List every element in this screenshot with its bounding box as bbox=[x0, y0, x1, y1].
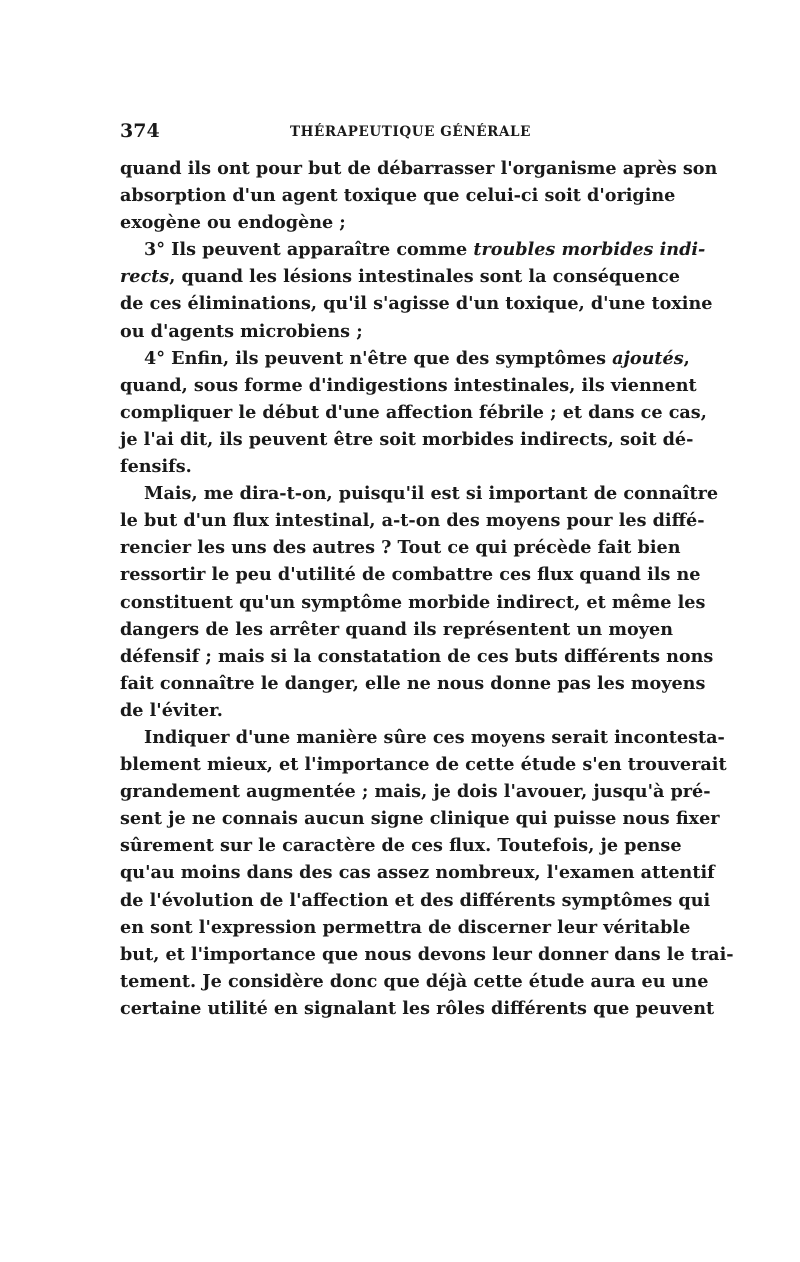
text-line: qu'au moins dans des cas assez nombreux, l'examen attentif bbox=[120, 862, 715, 884]
text-fragment: 3° Ils peuvent apparaître comme bbox=[144, 239, 474, 261]
text-line: je l'ai dit, ils peuvent être soit morbides indirects, soit dé- bbox=[120, 428, 694, 450]
paragraph-4 bbox=[120, 480, 719, 724]
text-line: en sont l'expression permettra de discerner leur véritable bbox=[120, 916, 691, 938]
text-line: grandement augmentée ; mais, je dois l'avouer, jusqu'à pré- bbox=[120, 781, 711, 803]
paragraph-2 bbox=[120, 236, 713, 344]
text-line: fensifs. bbox=[120, 456, 192, 478]
text-line: exogène ou endogène ; bbox=[120, 212, 346, 234]
text-line: ou d'agents microbiens ; bbox=[120, 320, 363, 342]
paragraph-5 bbox=[120, 724, 734, 1022]
text-line: de l'éviter. bbox=[120, 699, 223, 721]
text-line bbox=[120, 236, 706, 263]
page-header bbox=[120, 120, 673, 144]
paragraph-3 bbox=[120, 345, 707, 480]
text-line: certaine utilité en signalant les rôles différents que peuvent bbox=[120, 997, 715, 1019]
text-fragment: 4° Enfin, ils peuvent n'être que des symptômes bbox=[144, 347, 613, 369]
text-line: but, et l'importance que nous devons leur donner dans le trai- bbox=[120, 943, 734, 965]
text-line: de ces éliminations, qu'il s'agisse d'un toxique, d'une toxine bbox=[120, 293, 713, 315]
text-line: fait connaître le danger, elle ne nous donne pas les moyens bbox=[120, 672, 706, 694]
paragraph-1 bbox=[120, 155, 718, 236]
italic-term: ajoutés bbox=[612, 347, 684, 369]
page-number: 374 bbox=[120, 120, 160, 142]
text-line bbox=[120, 263, 680, 290]
text-line: blement mieux, et l'importance de cette étude s'en trouverait bbox=[120, 754, 727, 776]
text-line: défensif ; mais si la constatation de ces buts différents nons bbox=[120, 645, 714, 667]
text-line: compliquer le début d'une affection fébrile ; et dans ce cas, bbox=[120, 401, 707, 423]
text-line: sûrement sur le caractère de ces flux. Toutefois, je pense bbox=[120, 835, 682, 857]
text-line bbox=[120, 345, 690, 372]
running-title: THÉRAPEUTIQUE GÉNÉRALE bbox=[290, 124, 532, 140]
text-line: tement. Je considère donc que déjà cette étude aura eu une bbox=[120, 970, 709, 992]
text-line: ressortir le peu d'utilité de combattre ces flux quand ils ne bbox=[120, 564, 701, 586]
text-line: constituent qu'un symptôme morbide indirect, et même les bbox=[120, 591, 706, 613]
text-line: le but d'un flux intestinal, a-t-on des moyens pour les diffé- bbox=[120, 510, 705, 532]
text-line: quand ils ont pour but de débarrasser l'organisme après son bbox=[120, 158, 718, 179]
text-line: quand, sous forme d'indigestions intestinales, ils viennent bbox=[120, 374, 697, 396]
text-line: dangers de les arrêter quand ils représentent un moyen bbox=[120, 618, 673, 640]
text-line: Indiquer d'une manière sûre ces moyens serait incontesta- bbox=[144, 726, 725, 748]
text-fragment: , quand les lésions intestinales sont la conséquence bbox=[169, 266, 680, 288]
text-line: absorption d'un agent toxique que celui-ci soit d'origine bbox=[120, 185, 676, 207]
text-fragment: , bbox=[683, 347, 690, 369]
body-text bbox=[120, 155, 734, 1022]
italic-term: rects bbox=[120, 266, 170, 288]
text-line: sent je ne connais aucun signe clinique qui puisse nous fixer bbox=[120, 808, 720, 830]
italic-term: troubles morbides indi- bbox=[473, 239, 706, 261]
text-line: de l'évolution de l'affection et des différents symptômes qui bbox=[120, 889, 711, 911]
text-line: rencier les uns des autres ? Tout ce qui précède fait bien bbox=[120, 537, 681, 559]
text-line: Mais, me dira-t-on, puisqu'il est si important de connaître bbox=[144, 483, 719, 505]
